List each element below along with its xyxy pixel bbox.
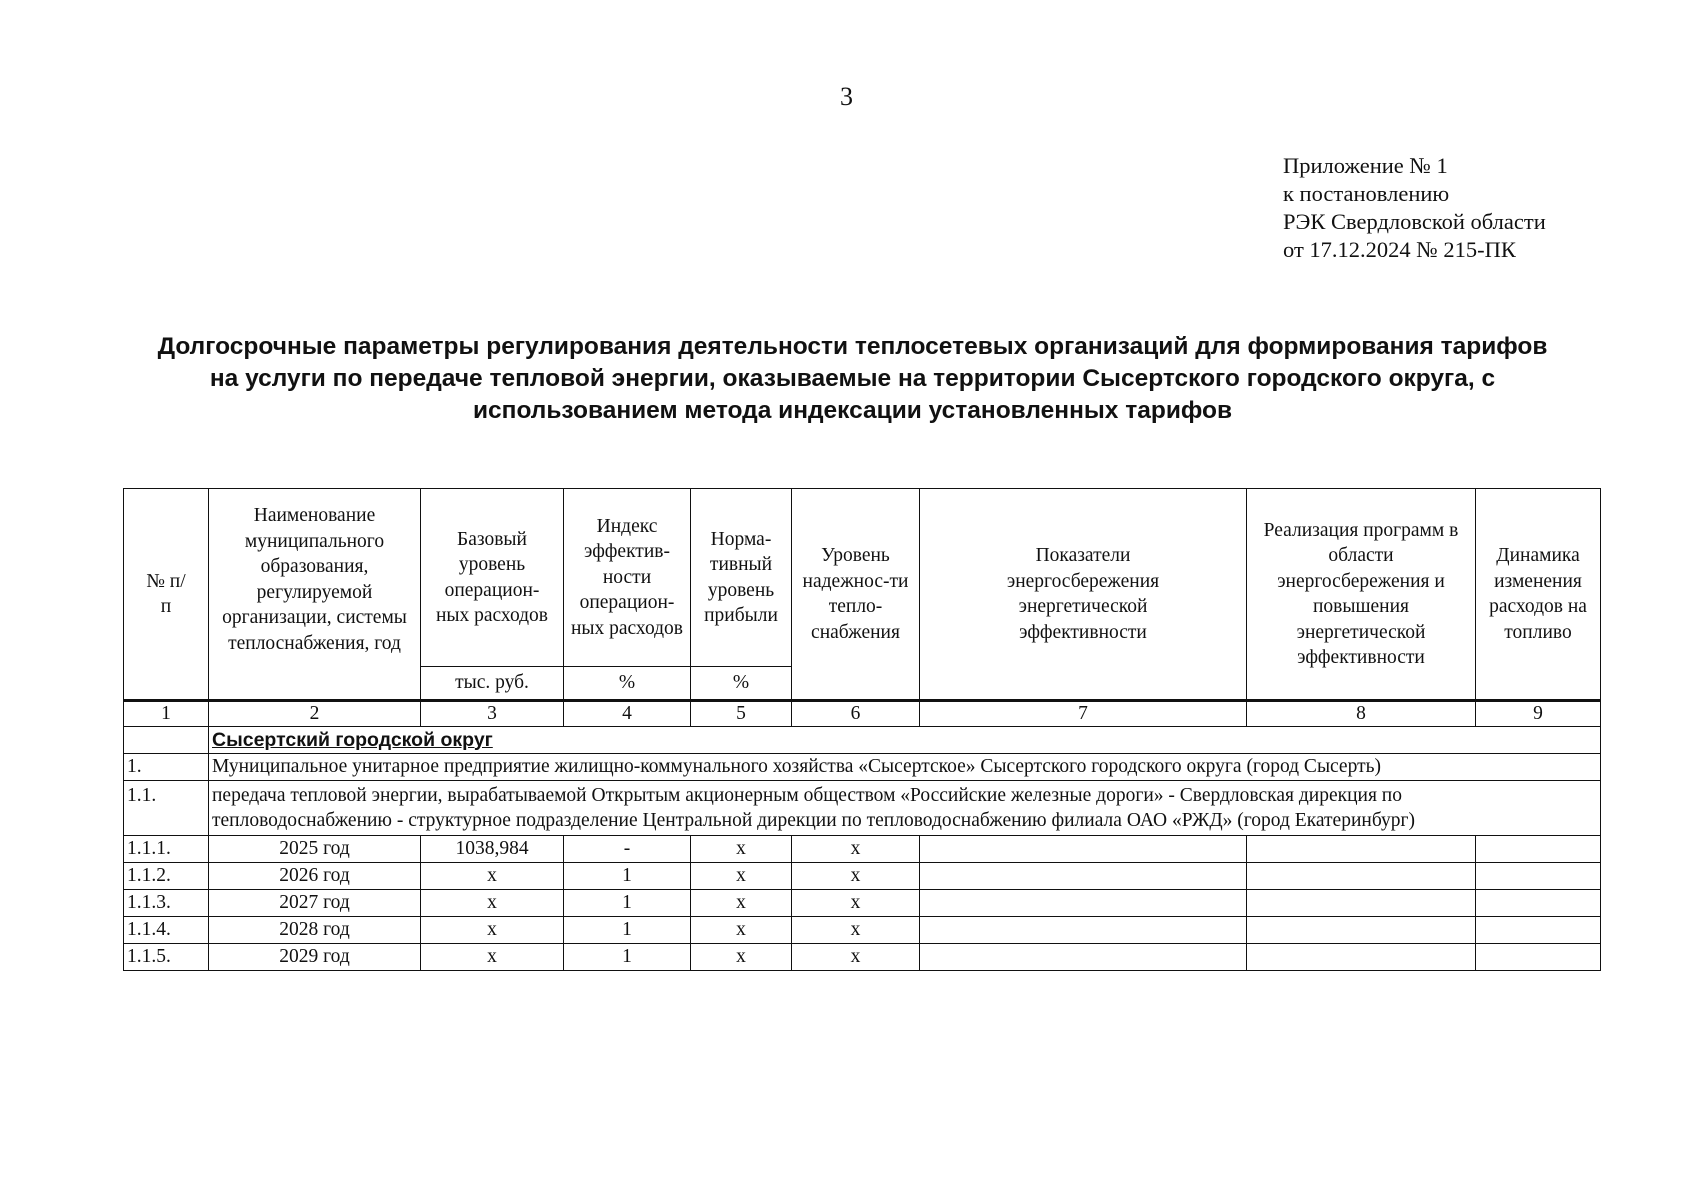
parameters-table — [123, 488, 1601, 971]
row-base-opex: x — [421, 863, 564, 890]
table-row — [124, 944, 1601, 971]
row-efficiency-index: 1 — [564, 890, 691, 917]
column-number: 3 — [421, 701, 564, 727]
table-row — [124, 863, 1601, 890]
row-efficiency-index: 1 — [564, 863, 691, 890]
header-num: № п/п — [124, 489, 209, 701]
header-profit: Норма-тивный уровень прибыли — [691, 489, 792, 667]
column-number: 8 — [1247, 701, 1476, 727]
header-energy-saving: Показатели энергосбережения энергетической эффективности — [920, 489, 1247, 701]
table-row — [124, 917, 1601, 944]
row-efficiency-index: 1 — [564, 944, 691, 971]
organization-row — [124, 754, 1601, 781]
column-number: 2 — [209, 701, 421, 727]
appendix-line: от 17.12.2024 № 215-ПК — [1283, 237, 1516, 262]
table-row — [124, 836, 1601, 863]
row-reliability: x — [792, 917, 920, 944]
row-base-opex: x — [421, 917, 564, 944]
row-year: 2025 год — [209, 836, 421, 863]
column-number: 7 — [920, 701, 1247, 727]
row-number: 1.1.3. — [124, 890, 209, 917]
header-programs: Реализация программ в области энергосбережения и повышения энергетической эффективности — [1247, 489, 1476, 701]
title-line: на услуги по передаче тепловой энергии, оказываемые на территории Сысертского городского округа, с — [209, 365, 1496, 392]
row-year: 2029 год — [209, 944, 421, 971]
header-efficiency-index: Индекс эффектив-ности операцион-ных расходов — [564, 489, 691, 667]
row-profit: x — [691, 917, 792, 944]
column-number: 5 — [691, 701, 792, 727]
title-line: Долгосрочные параметры регулирования деятельности теплосетевых организаций для формирования тарифов — [157, 333, 1548, 360]
column-numbers-row — [124, 701, 1601, 727]
unit-efficiency-index: % — [564, 667, 691, 701]
region-name: Сысертский городской округ — [212, 728, 493, 751]
row-reliability: x — [792, 863, 920, 890]
system-row — [124, 781, 1601, 836]
appendix-block — [1283, 152, 1546, 264]
page-number: 3 — [840, 82, 853, 111]
system-description — [209, 781, 1601, 836]
row-efficiency-index: - — [564, 836, 691, 863]
header-reliability: Уровень надежнос-ти тепло-снабжения — [792, 489, 920, 701]
document-title — [110, 331, 1595, 427]
header-name: Наименование муниципального образования, регулируемой организации, системы теплоснабжения, год — [209, 489, 421, 701]
row-profit: x — [691, 944, 792, 971]
column-number: 4 — [564, 701, 691, 727]
table-row — [124, 890, 1601, 917]
unit-base-opex: тыс. руб. — [421, 667, 564, 701]
column-number: 6 — [792, 701, 920, 727]
region-row — [124, 727, 1601, 754]
row-base-opex: 1038,984 — [421, 836, 564, 863]
row-reliability: x — [792, 890, 920, 917]
row-number: 1.1.2. — [124, 863, 209, 890]
row-number: 1.1.5. — [124, 944, 209, 971]
appendix-line: РЭК Свердловской области — [1283, 209, 1546, 234]
row-base-opex: x — [421, 890, 564, 917]
title-line: использованием метода индексации установленных тарифов — [472, 397, 1233, 424]
row-base-opex: x — [421, 944, 564, 971]
row-reliability: x — [792, 836, 920, 863]
row-reliability: x — [792, 944, 920, 971]
row-number: 1.1.4. — [124, 917, 209, 944]
appendix-line: к постановлению — [1283, 181, 1450, 206]
row-year: 2028 год — [209, 917, 421, 944]
header-base-opex: Базовый уровень операцион-ных расходов — [421, 489, 564, 667]
column-number: 9 — [1476, 701, 1601, 727]
header-fuel-dynamics: Динамика изменения расходов на топливо — [1476, 489, 1601, 701]
row-number: 1.1.1. — [124, 836, 209, 863]
row-year: 2026 год — [209, 863, 421, 890]
row-number: 1.1. — [124, 781, 209, 836]
row-efficiency-index: 1 — [564, 917, 691, 944]
row-number: 1. — [124, 754, 209, 781]
column-number: 1 — [124, 701, 209, 727]
row-year: 2027 год — [209, 890, 421, 917]
row-profit: x — [691, 836, 792, 863]
appendix-line: Приложение № 1 — [1283, 153, 1448, 178]
system-line: тепловодоснабжению - структурное подразделение Центральной дирекции по тепловодоснабжению филиала ОАО «РЖД» (город Екатеринбург) — [212, 810, 1416, 831]
organization-name: Муниципальное унитарное предприятие жилищно-коммунального хозяйства «Сысертское» Сысертского городского округа (город Сысерть) — [209, 754, 1601, 781]
row-profit: x — [691, 890, 792, 917]
system-line: передача тепловой энергии, вырабатываемой Открытым акционерным обществом «Российские железные дороги» - Свердловская дирекция по — [212, 785, 1402, 806]
row-profit: x — [691, 863, 792, 890]
unit-profit: % — [691, 667, 792, 701]
